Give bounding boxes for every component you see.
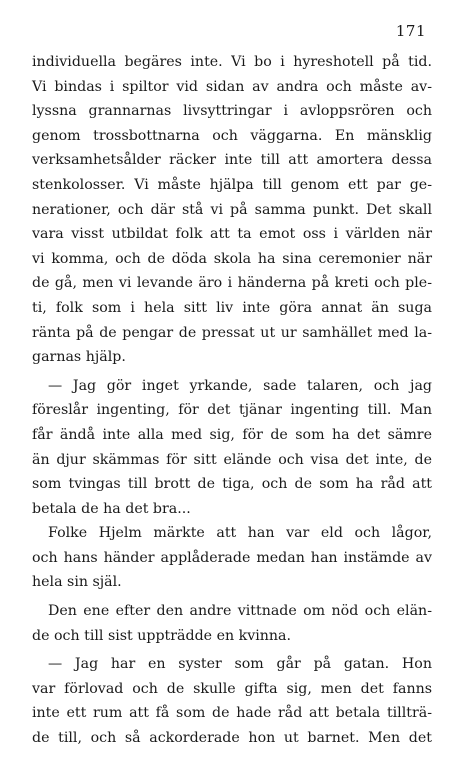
paragraph: [32, 50, 432, 370]
text-line: de till, och så ackorderade hon ut barnet. Men det: [32, 730, 432, 747]
text-line: Vi bindas i spiltor vid sidan av andra och måste av-: [32, 78, 432, 95]
text-line: hela sin själ.: [32, 574, 122, 591]
text-line: vara visst utbildat folk att ta emot oss i världen när: [32, 226, 432, 243]
text-line: lyssna grannarnas livsyttringar i avloppsrören och: [32, 103, 432, 120]
text-line: betala de ha det bra...: [32, 500, 191, 517]
text-line: var förlovad och de skulle gifta sig, men det fanns: [32, 680, 432, 697]
text-line: de gå, men vi levande äro i händerna på kreti och ple-: [32, 275, 432, 292]
text-line: — Jag har en syster som går på gatan. Hon: [48, 656, 432, 673]
text-line: som tvingas till brott de tiga, och de som ha råd att: [32, 476, 432, 493]
text-line: genom trossbottnarna och väggarna. En mänsklig: [32, 127, 432, 144]
text-line: stenkolosser. Vi måste hjälpa till genom ett par ge-: [32, 176, 432, 193]
text-line: Den ene efter den andre vittnade om nöd och elän-: [48, 603, 432, 620]
text-line: nerationer, och där stå vi på samma punkt. Det skall: [32, 201, 432, 218]
body-text: [32, 50, 432, 751]
text-line: — Jag gör inget yrkande, sade talaren, och jag: [48, 377, 432, 394]
paragraph: [32, 599, 432, 648]
text-line: och hans händer applåderade medan han instämde av: [32, 549, 432, 566]
paragraph: [32, 374, 432, 522]
paragraph: [32, 521, 432, 595]
text-line: de och till sist uppträdde en kvinna.: [32, 627, 292, 644]
text-line: verksamhetsålder räcker inte till att amortera dessa: [32, 152, 432, 169]
text-line: Folke Hjelm märkte att han var eld och lågor,: [48, 525, 432, 542]
page-number: 171: [395, 22, 426, 40]
paragraph: [32, 652, 432, 750]
text-line: inte ett rum att få som de hade råd att betala tillträ-: [32, 705, 432, 722]
text-line: föreslår ingenting, för det tjänar ingenting till. Man: [32, 402, 432, 419]
text-line: individuella begäres inte. Vi bo i hyreshotell på tid.: [32, 54, 432, 70]
text-line: vi komma, och de döda skola ha sina ceremonier när: [32, 250, 432, 267]
text-line: får ändå inte alla med sig, för de som ha det sämre: [32, 426, 432, 443]
text-line: än djur skämmas för sitt elände och visa det inte, de: [32, 451, 432, 468]
text-line: ti, folk som i hela sitt liv inte göra annat än suga: [32, 299, 432, 316]
text-line: ränta på de pengar de pressat ut ur samhället med la-: [32, 324, 432, 341]
text-line: garnas hjälp.: [32, 349, 126, 366]
